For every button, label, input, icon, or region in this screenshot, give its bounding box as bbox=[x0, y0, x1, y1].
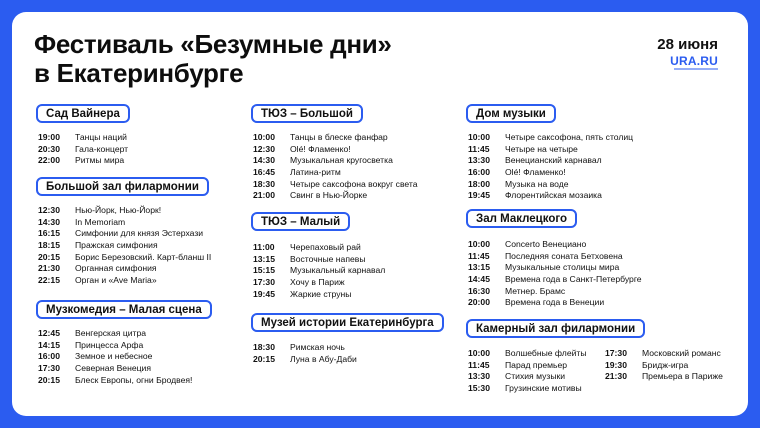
event-row bbox=[253, 265, 385, 277]
event-row bbox=[38, 351, 192, 363]
event-time: 10:00 bbox=[468, 239, 490, 249]
event-time: 21:30 bbox=[605, 371, 627, 382]
event-time: 16:30 bbox=[468, 285, 490, 296]
event-time: 12:30 bbox=[253, 143, 275, 154]
event-title: Четыре саксофона вокруг света bbox=[290, 178, 418, 189]
event-title: Парад премьер bbox=[505, 359, 568, 370]
event-time: 20:00 bbox=[468, 297, 490, 308]
event-row bbox=[468, 239, 642, 251]
event-title: In Memoriam bbox=[75, 216, 126, 227]
event-title: Грузинские мотивы bbox=[505, 383, 582, 394]
event-row bbox=[253, 144, 418, 156]
venue-zal-makletskogo: Зал Маклецкого bbox=[466, 209, 577, 228]
logo-underline bbox=[674, 68, 718, 70]
event-time: 11:45 bbox=[468, 359, 490, 370]
event-time: 21:30 bbox=[38, 263, 60, 274]
event-time: 11:45 bbox=[468, 250, 490, 261]
event-time: 17:30 bbox=[38, 363, 60, 374]
event-time: 13:30 bbox=[468, 371, 490, 382]
schedule-dom-muzyki bbox=[468, 132, 633, 202]
event-title: Ритмы мира bbox=[75, 155, 125, 166]
event-row bbox=[253, 354, 357, 366]
event-time: 19:00 bbox=[38, 132, 60, 142]
venue-muzey: Музей истории Екатеринбурга bbox=[251, 313, 444, 332]
event-title: Танцы в блеске фанфар bbox=[290, 132, 388, 142]
event-title: Волшебные флейты bbox=[505, 348, 587, 358]
event-title: Хочу в Париж bbox=[290, 277, 345, 288]
event-title: Olé! Фламенко! bbox=[290, 143, 351, 154]
event-time: 11:00 bbox=[253, 242, 275, 252]
event-row bbox=[468, 348, 587, 360]
event-title: Римская ночь bbox=[290, 342, 345, 352]
event-title: Луна в Абу-Даби bbox=[290, 353, 357, 364]
event-title: Метнер. Брамс bbox=[505, 285, 566, 296]
event-time: 22:15 bbox=[38, 275, 60, 286]
event-title: Московский романс bbox=[642, 348, 721, 358]
event-row bbox=[468, 297, 642, 309]
event-time: 17:30 bbox=[605, 348, 627, 358]
event-row bbox=[38, 328, 192, 340]
event-title: Северная Венеция bbox=[75, 363, 151, 374]
event-time: 19:45 bbox=[253, 288, 275, 299]
venue-sad-vainera: Сад Вайнера bbox=[36, 104, 130, 123]
title-line-2: в Екатеринбурге bbox=[34, 58, 244, 88]
event-title: Черепаховый рай bbox=[290, 242, 361, 252]
event-row bbox=[38, 375, 192, 387]
venue-tyuz-maly: ТЮЗ – Малый bbox=[251, 212, 350, 231]
event-title: Последняя соната Бетховена bbox=[505, 250, 623, 261]
event-title: Гала-концерт bbox=[75, 143, 129, 154]
schedule-muzey bbox=[253, 342, 357, 365]
event-time: 17:30 bbox=[253, 277, 275, 288]
schedule-sad-vainera bbox=[38, 132, 128, 167]
event-row bbox=[605, 371, 723, 383]
event-row bbox=[253, 342, 357, 354]
event-time: 14:45 bbox=[468, 274, 490, 285]
event-row bbox=[38, 217, 211, 229]
event-title: Принцесса Арфа bbox=[75, 339, 144, 350]
page-title bbox=[34, 30, 392, 88]
event-title: Стихия музыки bbox=[505, 371, 566, 382]
event-title: Венгерская цитра bbox=[75, 328, 147, 338]
event-row bbox=[253, 132, 418, 144]
event-title: Времена года в Санкт-Петербурге bbox=[505, 274, 642, 285]
event-title: Музыкальные столицы мира bbox=[505, 262, 620, 273]
event-time: 16:45 bbox=[253, 167, 275, 178]
event-title: Органная симфония bbox=[75, 263, 157, 274]
event-title: Симфонии для князя Эстерхази bbox=[75, 228, 204, 239]
event-time: 18:30 bbox=[253, 342, 275, 352]
event-time: 15:30 bbox=[468, 383, 490, 394]
event-row bbox=[38, 275, 211, 287]
event-row bbox=[38, 132, 128, 144]
event-time: 12:45 bbox=[38, 328, 60, 338]
event-time: 13:30 bbox=[468, 155, 490, 166]
event-row bbox=[253, 190, 418, 202]
event-title: Нью-Йорк, Нью-Йорк! bbox=[75, 205, 162, 215]
event-title: Восточные напевы bbox=[290, 253, 366, 264]
event-row bbox=[38, 240, 211, 252]
event-time: 20:15 bbox=[38, 251, 60, 262]
event-row bbox=[253, 277, 385, 289]
event-title: Concerto Венециано bbox=[505, 239, 587, 249]
event-row bbox=[468, 190, 633, 202]
event-title: Жаркие струны bbox=[290, 288, 352, 299]
event-time: 18:00 bbox=[468, 178, 490, 189]
event-time: 18:30 bbox=[253, 178, 275, 189]
event-time: 15:15 bbox=[253, 265, 275, 276]
event-row bbox=[468, 132, 633, 144]
event-row bbox=[468, 167, 633, 179]
venue-bolshoy-zal: Большой зал филармонии bbox=[36, 177, 209, 196]
event-row bbox=[468, 251, 642, 263]
event-row bbox=[253, 179, 418, 191]
event-title: Музыкальный карнавал bbox=[290, 265, 386, 276]
event-time: 20:15 bbox=[38, 374, 60, 385]
venue-kamerny-zal: Камерный зал филармонии bbox=[466, 319, 645, 338]
event-title: Премьера в Париже bbox=[642, 371, 723, 382]
event-row bbox=[38, 263, 211, 275]
schedule-zal-makletskogo bbox=[468, 239, 642, 309]
schedule-kamerny-zal-left bbox=[468, 348, 587, 395]
event-row bbox=[605, 360, 723, 372]
event-title: Танцы наций bbox=[75, 132, 127, 142]
event-row bbox=[253, 254, 385, 266]
event-title: Четыре на четыре bbox=[505, 143, 578, 154]
event-time: 22:00 bbox=[38, 155, 60, 166]
event-row bbox=[468, 144, 633, 156]
event-row bbox=[468, 360, 587, 372]
event-time: 14:15 bbox=[38, 339, 60, 350]
event-row bbox=[38, 363, 192, 375]
event-title: Olé! Фламенко! bbox=[505, 167, 566, 178]
event-time: 16:00 bbox=[38, 351, 60, 362]
event-time: 12:30 bbox=[38, 205, 60, 215]
event-time: 16:15 bbox=[38, 228, 60, 239]
event-time: 21:00 bbox=[253, 190, 275, 201]
event-title: Латина-ритм bbox=[290, 167, 341, 178]
event-time: 13:15 bbox=[468, 262, 490, 273]
event-title: Орган и «Ave Maria» bbox=[75, 275, 157, 286]
event-title: Бридж-игра bbox=[642, 359, 689, 370]
event-title: Флорентийская мозаика bbox=[505, 190, 602, 201]
event-title: Времена года в Венеции bbox=[505, 297, 605, 308]
event-time: 11:45 bbox=[468, 143, 490, 154]
event-time: 14:30 bbox=[253, 155, 275, 166]
event-title: Четыре саксофона, пять столиц bbox=[505, 132, 634, 142]
event-row bbox=[38, 252, 211, 264]
event-time: 20:30 bbox=[38, 143, 60, 154]
event-row bbox=[253, 155, 418, 167]
festival-date: 28 июня bbox=[657, 36, 718, 53]
event-time: 10:00 bbox=[468, 348, 490, 358]
event-row bbox=[38, 228, 211, 240]
schedule-card bbox=[12, 12, 748, 416]
event-row bbox=[468, 262, 642, 274]
event-row bbox=[38, 205, 211, 217]
ura-logo: URA.RU bbox=[670, 54, 718, 68]
event-row bbox=[468, 383, 587, 395]
event-title: Борис Березовский. Карт-бланш II bbox=[75, 251, 212, 262]
event-row bbox=[253, 289, 385, 301]
event-time: 19:45 bbox=[468, 190, 490, 201]
event-row bbox=[253, 242, 385, 254]
event-row bbox=[468, 179, 633, 191]
event-time: 16:00 bbox=[468, 167, 490, 178]
event-time: 10:00 bbox=[253, 132, 275, 142]
event-time: 18:15 bbox=[38, 240, 60, 251]
event-time: 14:30 bbox=[38, 216, 60, 227]
event-row bbox=[605, 348, 723, 360]
event-row bbox=[38, 340, 192, 352]
event-row bbox=[468, 371, 587, 383]
event-row bbox=[468, 274, 642, 286]
event-time: 19:30 bbox=[605, 359, 627, 370]
event-row bbox=[38, 144, 128, 156]
schedule-kamerny-zal-right bbox=[605, 348, 723, 383]
schedule-tyuz-maly bbox=[253, 242, 385, 300]
event-title: Венецианский карнавал bbox=[505, 155, 602, 166]
schedule-muzkomedia bbox=[38, 328, 192, 386]
venue-muzkomedia: Музкомедия – Малая сцена bbox=[36, 300, 212, 319]
event-row bbox=[468, 286, 642, 298]
event-title: Земное и небесное bbox=[75, 351, 153, 362]
event-time: 13:15 bbox=[253, 253, 275, 264]
event-row bbox=[38, 155, 128, 167]
event-title: Музыкальная кругосветка bbox=[290, 155, 393, 166]
event-title: Музыка на воде bbox=[505, 178, 569, 189]
title-line-1: Фестиваль «Безумные дни» bbox=[34, 29, 392, 59]
schedule-bolshoy-zal bbox=[38, 205, 211, 287]
venue-dom-muzyki: Дом музыки bbox=[466, 104, 556, 123]
venue-tyuz-bolshoy: ТЮЗ – Большой bbox=[251, 104, 363, 123]
event-time: 10:00 bbox=[468, 132, 490, 142]
event-row bbox=[468, 155, 633, 167]
event-time: 20:15 bbox=[253, 353, 275, 364]
event-row bbox=[253, 167, 418, 179]
schedule-tyuz-bolshoy bbox=[253, 132, 418, 202]
event-title: Свинг в Нью-Йорке bbox=[290, 190, 368, 201]
event-title: Пражская симфония bbox=[75, 240, 158, 251]
event-title: Блеск Европы, огни Бродвея! bbox=[75, 374, 193, 385]
